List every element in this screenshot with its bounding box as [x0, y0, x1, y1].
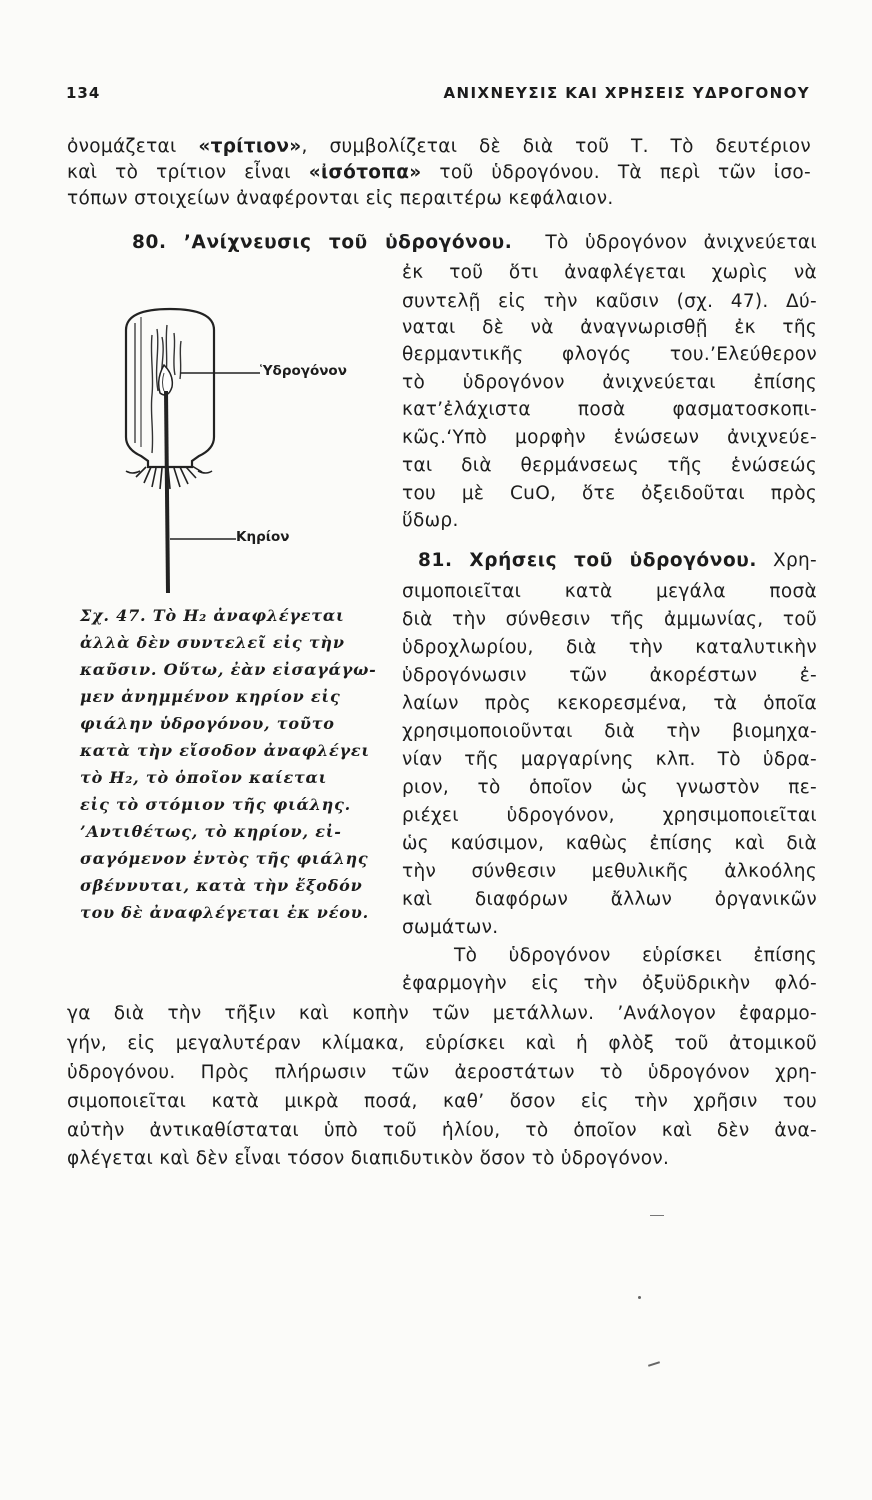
figure-caption-line: σβέννυται, κατὰ τὴν ἔξοδόν	[80, 876, 363, 895]
section-81-text-line: χρησιμοποιοῦνται διὰ τὴν βιομηχα-	[402, 721, 817, 742]
section-81-text-line: διὰ τὴν σύνθεσιν τῆς ἀμμωνίας, τοῦ	[402, 609, 817, 630]
continuation-line: γήν, εἰς μεγαλυτέραν κλίμακα, εὑρίσκει καὶ ἡ φλὸξ τοῦ ἀτομικοῦ	[67, 1033, 817, 1054]
figure-caption-line: ἀλλὰ δὲν συντελεῖ εἰς τὴν	[80, 633, 345, 652]
section-80-text-line: τὸ ὑδρογόνον ἀνιχνεύεται ἐπίσης	[402, 372, 817, 393]
figure-caption-line: του δὲ ἀναφλέγεται ἐκ νέου.	[80, 903, 369, 922]
figure-caption-line: κατὰ τὴν εἴσοδον ἀναφλέγει	[80, 741, 370, 760]
section-80-text-line: κῶς.‘Υπὸ μορφὴν ἑνώσεων ἀνιχνεύε-	[402, 427, 817, 448]
section-81-text-line: ὑδρογόνωσιν τῶν ἀκορέστων ἐ-	[402, 665, 817, 686]
page-number: 134	[66, 84, 101, 102]
section-80-title: 80. ’Ανίχνευσις τοῦ ὑδρογόνου.	[132, 232, 513, 253]
figure-caption-line: εἰς τὸ στόμιον τῆς φιάλης.	[80, 795, 352, 814]
figure-label-candle: Κηρίον	[236, 529, 290, 545]
page-header	[66, 84, 810, 108]
section-81-text-line: σωμάτων.	[402, 917, 499, 938]
section-80-text-line: θερμαντικῆς φλογός του.’Ελεύθερον	[402, 344, 817, 365]
continuation-line: ὑδρογόνου. Πρὸς πλήρωσιν τῶν ἀεροστάτων τὸ ὑδρογόνον χρη-	[67, 1062, 817, 1083]
section-81-text-line: λαίων πρὸς κεκορεσμένα, τὰ ὁποῖα	[402, 693, 817, 714]
continuation-line: σιμοποιεῖται κατὰ μικρὰ ποσά, καθ’ ὅσον εἰς τὴν χρῆσιν του	[67, 1091, 817, 1112]
figure-label-hydrogen: Ὑδρογόνον	[260, 363, 347, 379]
section-80-first-line: 80. ’Ανίχνευσις τοῦ ὑδρογόνου. Τὸ ὑδρογόνον ἀνιχνεύεται	[132, 232, 817, 253]
section-81-text-line: νίαν τῆς μαργαρίνης κλπ. Τὸ ὑδρα-	[402, 749, 817, 770]
section-81-text-line: ὑδροχλωρίου, διὰ τὴν καταλυτικὴν	[402, 637, 817, 658]
continuation-line: γα διὰ τὴν τῆξιν καὶ κοπὴν τῶν μετάλλων. ’Ανάλογον ἐφαρμο-	[67, 1003, 817, 1024]
intro-line-2: καὶ τὸ τρίτιον εἶναι «ἰσότοπα» τοῦ ὑδρογόνου. Τὰ περὶ τῶν ἰσο-	[67, 162, 811, 183]
figure-caption-line: τὸ H₂, τὸ ὁποῖον καίεται	[80, 768, 328, 787]
print-mark	[648, 1361, 660, 1367]
section-81-text-line: ριέχει ὑδρογόνον, χρησιμοποιεῖται	[402, 805, 817, 826]
hydrogen-flask-illustration	[88, 295, 388, 595]
section-81-text-line: καὶ διαφόρων ἄλλων ὀργανικῶν	[402, 889, 817, 910]
print-mark	[638, 1296, 641, 1299]
intro-line-1: ὀνομάζεται «τρίτιον», συμβολίζεται δὲ διὰ τοῦ Τ. Τὸ δευτέριον	[67, 136, 811, 157]
section-80-text-line: ὕδωρ.	[402, 510, 459, 531]
section-80-text-line: ται διὰ θερμάνσεως τῆς ἑνώσεώς	[402, 455, 817, 476]
section-80-text-line: ἐκ τοῦ ὅτι ἀναφλέγεται χωρὶς νὰ	[402, 262, 817, 283]
figure-caption-line: καῦσιν. Οὕτω, ἐὰν εἰσαγάγω-	[80, 660, 377, 679]
continuation-line: Τὸ ὑδρογόνον εὑρίσκει ἐπίσης	[454, 945, 817, 966]
section-81-text-line: σιμοποιεῖται κατὰ μεγάλα ποσὰ	[402, 581, 817, 602]
intro-line-3: τόπων στοιχείων ἀναφέρονται εἰς περαιτέρω κεφάλαιον.	[67, 188, 614, 209]
figure-caption-line: Σχ. 47. Τὸ H₂ ἀναφλέγεται	[80, 606, 345, 625]
figure-47	[88, 295, 388, 595]
print-mark	[650, 1215, 664, 1216]
running-title: ΑΝΙΧΝΕΥΣΙΣ ΚΑΙ ΧΡΗΣΕΙΣ ΥΔΡΟΓΟΝΟΥ	[443, 84, 810, 102]
section-81-first-line: 81. Χρήσεις τοῦ ὑδρογόνου. Χρη-	[418, 550, 818, 571]
section-80-text-line: ναται δὲ νὰ ἀναγνωρισθῇ ἐκ τῆς	[402, 317, 817, 338]
section-81-text-line: ριον, τὸ ὁποῖον ὡς γνωστὸν πε-	[402, 777, 817, 798]
section-80-text-line: συντελῇ εἰς τὴν καῦσιν (σχ. 47). Δύ-	[402, 291, 817, 312]
section-80-text-line: του μὲ CuO, ὅτε ὀξειδοῦται πρὸς	[402, 483, 817, 504]
figure-caption-line: φιάλην ὑδρογόνου, τοῦτο	[80, 714, 335, 733]
section-81-title: 81. Χρήσεις τοῦ ὑδρογόνου.	[418, 550, 757, 571]
figure-caption-line: σαγόμενον ἐντὸς τῆς φιάλης	[80, 849, 369, 868]
section-81-text-line: τὴν σύνθεσιν μεθυλικῆς ἀλκοόλης	[402, 861, 817, 882]
figure-caption-line: ’Αντιθέτως, τὸ κηρίον, εἰ-	[80, 822, 342, 841]
section-80-text-line: κατ’ἐλάχιστα ποσὰ φασματοσκοπι-	[402, 399, 817, 420]
section-81-text-line: ὡς καύσιμον, καθὼς ἐπίσης καὶ διὰ	[402, 833, 817, 854]
figure-caption-line: μεν ἀνημμένον κηρίον εἰς	[80, 687, 341, 706]
continuation-line: αὐτὴν ἀντικαθίσταται ὑπὸ τοῦ ἡλίου, τὸ ὁποῖον καὶ δὲν ἀνα-	[67, 1120, 817, 1141]
continuation-line: φλέγεται καὶ δὲν εἶναι τόσον διαπιδυτικὸν ὅσον τὸ ὑδρογόνον.	[67, 1148, 670, 1169]
continuation-line: ἐφαρμογὴν εἰς τὴν ὀξυϋδρικὴν φλό-	[402, 973, 817, 994]
